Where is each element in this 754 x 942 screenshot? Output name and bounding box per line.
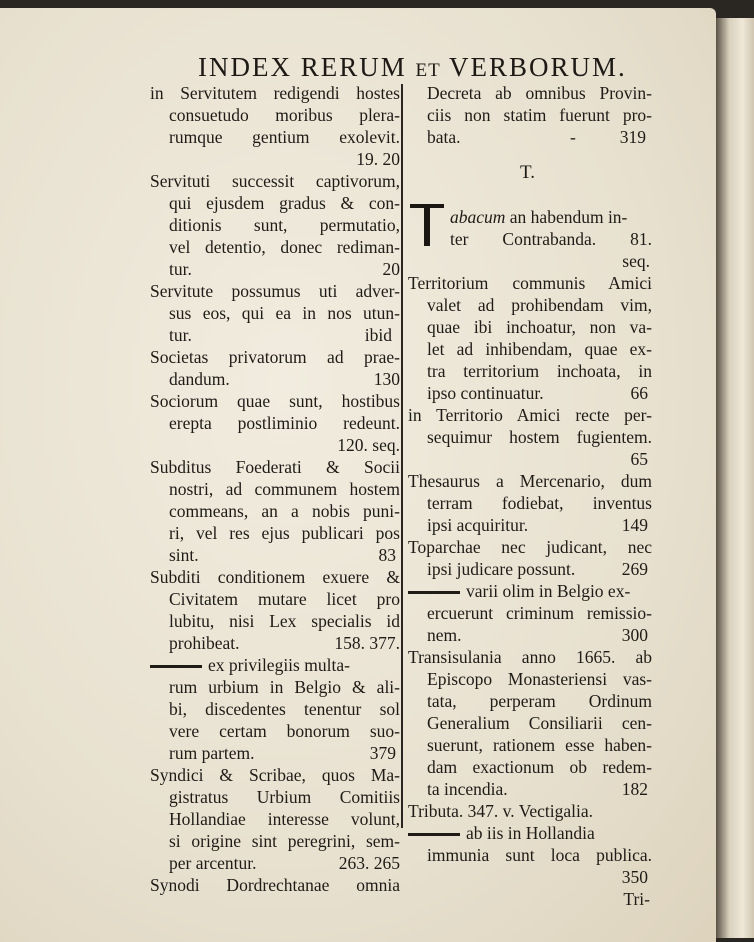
entry-line: lubitu, nisi Lex specialis id: [169, 611, 400, 631]
entry-line: Episcopo Monasteriensi vas-: [427, 669, 652, 689]
page-reference: 263. 265: [338, 853, 400, 873]
page-reference: 269: [621, 559, 648, 579]
header-part3: VERBORUM.: [448, 52, 627, 82]
entry-line: quae ibi inchoatur, non va-: [427, 317, 652, 337]
dropcap-t: [410, 202, 444, 248]
entry-line: ri, vel res ejus publicari pos: [169, 523, 400, 543]
entry-line: qui ejusdem gradus & con-: [169, 193, 400, 213]
entry-text: varii olim in Belgio ex-: [466, 581, 631, 601]
entry-line: Territorium communis Amici: [408, 273, 652, 293]
header-part1: INDEX RERUM: [198, 52, 407, 82]
entry-line: ciis non statim fuerunt pro-: [427, 105, 652, 125]
entry-line: consuetudo moribus plera-: [169, 105, 400, 125]
ditto-entry: [408, 822, 652, 844]
entry-line: in Territorio Amici recte per-: [408, 405, 652, 425]
entry-line: ta incendia.: [427, 779, 508, 799]
entry-line: dandum.: [169, 369, 230, 389]
entry-line: Subditus Foederati & Socii: [150, 457, 400, 477]
entry-line: immunia sunt loca publica.: [427, 845, 652, 865]
page-reference: 66: [630, 383, 648, 403]
entry-line: erepta postliminio redeunt.: [169, 413, 400, 433]
entry-line: Synodi Dordrechtanae omnia: [150, 875, 400, 895]
page-reference: 83: [378, 545, 396, 565]
entry-line: ter Contrabanda. 81.: [450, 229, 652, 249]
entry-text: ex privilegiis multa-: [208, 655, 350, 675]
entry-line: ipso continuatur.: [427, 383, 544, 403]
entry-line: let ad inhibendam, quae ex-: [427, 339, 652, 359]
page-reference: seq.: [622, 251, 650, 271]
entry-line: Thesaurus a Mercenario, dum: [408, 471, 652, 491]
next-page-edge: [716, 18, 754, 938]
entry-text: ab iis in Hollandia: [466, 823, 595, 843]
entry-line: Sociorum quae sunt, hostibus: [150, 391, 400, 411]
entry-line: in Servitutem redigendi hostes: [150, 83, 400, 103]
dash-mark: -: [570, 127, 576, 147]
column-divider: [401, 84, 403, 828]
entry-line: rum partem.: [169, 743, 255, 763]
entry-line: Subditi conditionem exuere &: [150, 567, 400, 587]
entry-line: ipsi judicare possunt.: [427, 559, 576, 579]
catchword: Tri-: [623, 889, 650, 909]
page-reference: 158. 377.: [334, 633, 400, 653]
page-reference: 182: [621, 779, 648, 799]
entry-line: terram fodiebat, inventus: [427, 493, 652, 513]
entry-line: vel detentio, donec rediman-: [169, 237, 400, 257]
entry-line: prohibeat.: [169, 633, 240, 653]
entry-line: tata, perperam Ordinum: [427, 691, 652, 711]
ditto-rule: [150, 665, 202, 668]
entry-line: valet ad prohibendam vim,: [427, 295, 652, 315]
page-reference: 319: [619, 127, 646, 147]
entry-line: sequimur hostem fugientem.: [427, 427, 652, 447]
entry-line: Toparchae nec judicant, nec: [408, 537, 652, 557]
section-letter: T.: [520, 162, 535, 183]
entry-line: gistratus Urbium Comitiis: [169, 787, 400, 807]
entry-line: Decreta ab omnibus Provin-: [427, 83, 652, 103]
entry-line: sint.: [169, 545, 199, 565]
page-reference: 350: [621, 867, 648, 887]
entry-line: nem.: [427, 625, 462, 645]
entry-line: Transisulania anno 1665. ab: [408, 647, 652, 667]
entry-line: ditionis sunt, permutatio,: [169, 215, 400, 235]
entry-line: vere certam bonorum suo-: [169, 721, 400, 741]
entry-line: Servitute possumus uti adver-: [150, 281, 400, 301]
page-reference: 130: [373, 369, 400, 389]
entry-line: per arcentur.: [169, 853, 257, 873]
page-reference: 379: [369, 743, 396, 763]
page-reference: 65: [630, 449, 648, 469]
page-reference: 120. seq.: [337, 435, 400, 455]
entry-line: Servituti successit captivorum,: [150, 171, 400, 191]
entry-line: rumque gentium exolevit.: [169, 127, 400, 147]
entry-line: Tributa. 347. v. Vectigalia.: [408, 801, 594, 821]
entry-line: ercuerunt criminum remissio-: [427, 603, 652, 623]
entry-line: Hollandiae interesse volunt,: [169, 809, 400, 829]
page-reference: 19. 20: [356, 149, 400, 169]
entry-line: ipsi acquiritur.: [427, 515, 529, 535]
entry-line: tur.: [169, 259, 192, 279]
ditto-entry: [150, 654, 400, 676]
entry-line: Civitatem mutare licet pro: [169, 589, 400, 609]
page-reference: ibid: [364, 325, 392, 345]
entry-line: rum urbium in Belgio & ali-: [169, 677, 400, 697]
entry-headword: abacum: [450, 207, 506, 227]
ditto-entry: [408, 580, 652, 602]
ditto-rule: [408, 591, 460, 594]
entry-line: sus eos, qui ea in nos utun-: [169, 303, 400, 323]
page-reference: 20: [382, 259, 400, 279]
entry-line: tur.: [169, 325, 192, 345]
page-reference: 149: [621, 515, 648, 535]
entry-text: an habendum in-: [509, 207, 628, 227]
entry-line: commeans, an a nobis puni-: [169, 501, 400, 521]
entry-line: bi, discedentes tenentur sol: [169, 699, 400, 719]
entry-line: tra territorium inchoata, in: [427, 361, 652, 381]
entry-line: bata.: [427, 127, 461, 147]
entry-line: suerunt, rationem esse haben-: [427, 735, 652, 755]
entry-line: nostri, ad communem hostem: [169, 479, 400, 499]
entry-line: Syndici & Scribae, quos Ma-: [150, 765, 400, 785]
header-part2: ET: [415, 60, 441, 81]
entry-line: si origine sint peregrini, sem-: [169, 831, 400, 851]
page-header: [198, 52, 627, 86]
entry-line: dam exactionum ob redem-: [427, 757, 652, 777]
entry-line: Generalium Consiliarii cen-: [427, 713, 652, 733]
entry-line: Societas privatorum ad prae-: [150, 347, 400, 367]
page-reference: 300: [621, 625, 648, 645]
ditto-rule: [408, 833, 460, 836]
entry-line: [450, 206, 627, 228]
